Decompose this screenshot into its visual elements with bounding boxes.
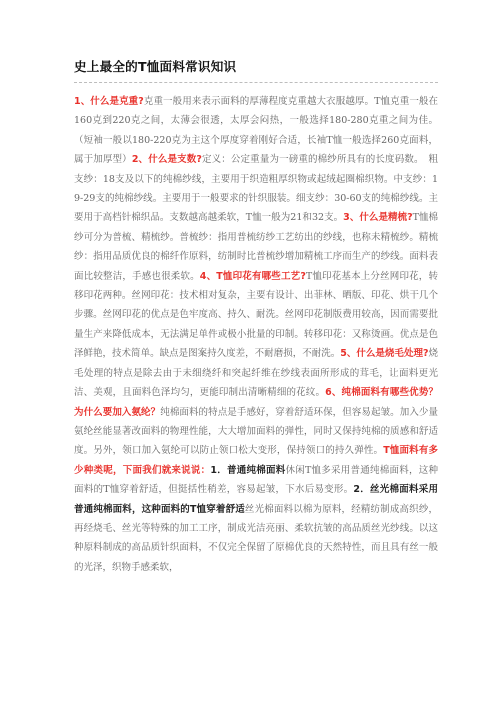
section-heading: 4、T恤印花有哪些工艺?: [199, 270, 306, 282]
document-title: 史上最全的T恤面料常识知识: [74, 59, 237, 74]
document-body: [74, 92, 438, 577]
body-text: 纯棉面料的特点是手感好，穿着舒适环保，但容易起皱。加入少量氨纶丝能显著改面料的物理性能，大大增加面料的弹性，同时又保持纯棉的质感和舒适度。另外，领口加入氨纶可以防止领口松大变形，保持领口的持久弹性。: [74, 406, 438, 457]
title-divider: [74, 82, 438, 83]
body-text: T恤印花基本上分丝网印花，转移印花两种。丝网印花：技术相对复杂，主要有设计、出菲林、晒版、印花、烘干几个步骤。丝网印花的优点是色牢度高、持久、耐洗。丝网印花制版费用较高，因而需要批量生产来降低成本，无法满足单件或极小批量的印制。转移印花：又称烫画。优点是色泽鲜艳，技术简单。缺点是图案持久度差，不耐磨损，不耐洗。: [74, 270, 438, 360]
section-heading: 5、什么是烧毛处理?: [340, 348, 429, 360]
body-text: T恤棉纱可分为普梳、精梳纱。普梳纱：指用普梳纺纱工艺纺出的纱线，也称未精梳纱。精梳纱：指用品质优良的棉纤作原料，纺制时比普梳纱增加精梳工序而生产的纱线。面料表面比较整洁，手感也很柔软。: [74, 212, 439, 282]
body-text: 定义：公定重量为一磅重的棉纱所具有的长度码数。 粗支纱：18支及以下的纯棉纱线，主要用于织造粗厚织物或起绒起圈棉织物。中支纱：19-29支的纯棉纱线。主要用于一般要求的针织服装。细支纱：30-60支的纯棉纱线。主要用于高档针棉织品。支数越高越柔软，T恤一般为21和32支。: [74, 154, 438, 224]
section-heading: 1、什么是克重?: [74, 96, 144, 107]
section-heading: T恤面料有多少种类呢，下面我们就来说说：: [74, 445, 438, 476]
bold-subheading: 1．普通纯棉面料: [210, 464, 286, 476]
section-heading: 3、什么是精梳?: [343, 212, 413, 224]
body-text: 休闲T恤多采用普通纯棉面料，这种面料的T恤穿着舒适，但挺括性稍差，容易起皱，下水后易变形。: [74, 464, 438, 496]
bold-subheading: 2．丝光棉面料采用普通纯棉面料，这种面料的T恤穿着舒适: [74, 484, 438, 515]
section-heading: 6、纯棉面料有哪些优势？为什么要加入氨纶？: [74, 387, 438, 418]
body-text: 丝光棉面料以棉为原料，经精纺制成高织纱，再经烧毛、丝光等特殊的加工工序，制成光洁亮丽、柔软抗皱的高品质丝光纱线。以这种原料制成的高品质针织面料，不仅完全保留了原棉优良的天然特性，而且具有丝一般的光泽，织物手感柔软，: [74, 503, 438, 573]
section-heading: 2、什么是支数?: [131, 154, 202, 166]
body-text: 克重一般用来表示面料的厚薄程度克重越大衣服越厚。T恤克重一般在160克到220克之间，太薄会很透，太厚会闷热，一般选择180-280克重之间为佳。（短袖一般以180-220克为主这个厚度穿着刚好合适，长袖T恤一般选择260克面料，属于加厚型）: [74, 96, 438, 166]
body-text: 烧毛处理的特点是除去由于未细绕纤和突起纤维在纱线表面所形成的茸毛，让面料更光洁、美观，且面料色泽均匀，更能印制出清晰精细的花纹。: [74, 348, 438, 399]
